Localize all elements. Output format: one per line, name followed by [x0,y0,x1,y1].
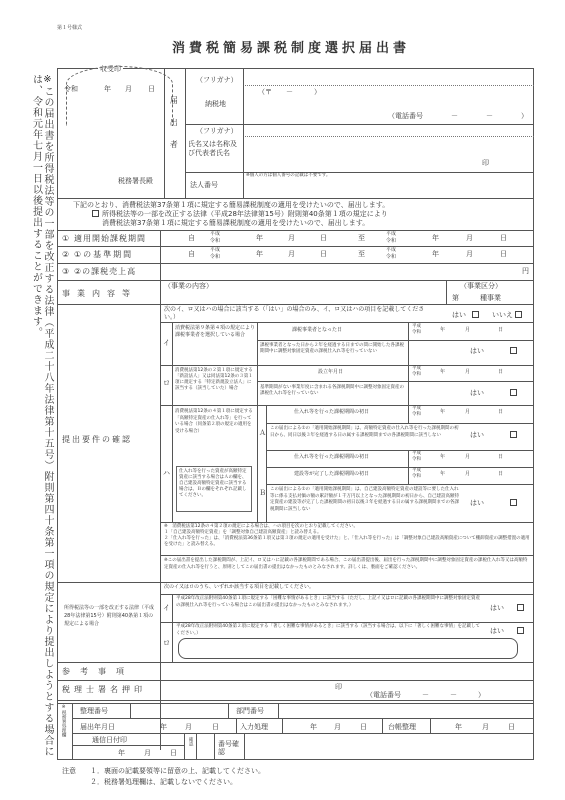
divider [430,718,431,733]
sp-i-checkbox[interactable] [517,604,524,611]
divider [184,733,185,760]
ymd-day: 日 [498,454,504,460]
era-heisei: 平成 [412,366,421,371]
req-i-text: 消費税法第９条第４項の規定により課税事業者を選択している場合 [175,325,256,338]
req-ro-r1: 設立年月日 [318,369,344,375]
kana-label-1: （フリガナ） [196,76,238,84]
sp-i-label: イ [163,604,170,612]
divider [160,365,534,366]
address-label: 納税地 [205,100,226,108]
divider [160,405,534,406]
divider [278,703,279,718]
reference-label: 参考事項 [62,667,134,676]
office-bumon: 部門番号 [236,707,264,715]
ymd-month: 月 [466,250,473,258]
req-notes [164,524,530,548]
sp-ro-text: 平成28年改正法附則第40条第２項に規定する「著しく困難な事情があるとき」に該当する（該当する場合は、以下に「著しく困難な事情」を記載してください。） [176,624,480,636]
row2-to: 至 [358,250,365,258]
divider [282,718,283,733]
divider [72,718,534,719]
divider [257,322,258,522]
divider [408,405,409,423]
divider [243,136,534,137]
divider [57,263,534,264]
sp-i-yes-label: はい [490,604,504,612]
office-side-label: ※税務署処理欄 [61,705,67,737]
ymd-year: 年 [440,327,446,333]
divider [382,718,383,733]
row3-label: ②の課税売上高 [74,267,137,276]
ymd-day: 日 [498,409,504,415]
yen-unit: 円 [522,267,529,275]
ymd-year: 年 [256,234,263,242]
req-a-yes-label: はい [470,431,484,439]
accountant-seal: 印 [335,683,342,691]
ymd-month: 月 [482,723,489,731]
ymd-year: 年 [432,234,439,242]
receipt-stamp [66,66,173,126]
sp-head: 次のイ又はロのうち、いずれか該当する項目を記載してください。 [164,584,315,590]
date-year-label: 年 [104,85,111,93]
date-era: 令和 [64,85,78,93]
ymd-year: 年 [440,471,446,477]
sp-ro-checkbox[interactable] [517,627,524,634]
sp-ro-label: ロ [163,639,170,647]
divider [72,745,184,746]
era-heisei: 平成 [210,247,221,253]
req-i-label: イ [163,339,170,347]
date-day-label: 日 [148,85,155,93]
era-reiwa: 令和 [412,330,421,335]
req-ro-r2: 基準期間がない事業年度に含まれる各課税期間中に調整対象固定資産の課税仕入れ等を行っていない [260,385,404,396]
req-head: 次のイ、ロ又はハの場合に該当する（「はい」の場合のみ、イ、ロ又はハの項目を記載してください。） [164,306,425,321]
req-i-yes-label: はい [470,347,484,355]
accountant-label: 税理士署名押印 [62,685,146,694]
row3-number: ③ [62,267,70,276]
ymd-day: 日 [360,723,367,731]
era-heisei: 平成 [386,231,397,237]
divider [257,381,534,382]
req-ha-note: 仕入れ等を行った資産が高額特定資産に該当する場合はＡの欄を、自己建設高額特定資産に該当する場合は、Ｂの欄をそれぞれ記載してください。 [176,466,252,512]
divider [72,703,73,760]
era-heisei: 平成 [210,231,221,237]
tax-office-line: 税務署長殿 [118,177,153,185]
req-a-r1: 仕入れ等を行った課税期間の初日 [294,409,370,415]
divider [266,467,534,468]
ymd-month: 月 [288,250,295,258]
ymd-day: 日 [320,250,327,258]
sp-i-text: 平成28年改正法附則第40条第１項に規定する「困難な事情があるとき」に該当する（ただし、上記イ又はロに記載の各課税期間中に調整対象固定資産の課税仕入れ等を行っている場合はこの届出書の提出はなかったものとみなされます。） [176,596,480,608]
era-heisei: 平成 [412,468,421,473]
row2-number: ② [62,250,70,259]
era-reiwa: 令和 [386,238,397,244]
divider [185,124,534,125]
ymd-year: 年 [455,723,462,731]
divider [72,733,534,734]
ymd-day: 日 [320,234,327,242]
seal-mark: 印 [482,159,489,167]
sp-ro-yes-label: はい [490,627,504,635]
ymd-month: 月 [334,723,341,731]
date-month-label: 月 [125,85,132,93]
divider [57,582,534,583]
divider [160,622,534,623]
divider [160,230,161,280]
check-line-2: 消費税法第37条第１項に規定する簡易課税制度の適用を受けたいので、届出します。 [102,219,370,227]
divider [408,322,409,365]
ymd-year: 年 [432,250,439,258]
req-note-2: １「自己建設高額特定資産」を「調整対象自己建設高額資産」と読み替える。 [164,530,322,535]
office-daicho: 台帳整理 [388,723,416,731]
divider [408,365,409,405]
ymd-month: 月 [465,454,471,460]
accountant-phone: （電話番号 － － ） [366,691,485,699]
ymd-day: 日 [508,723,515,731]
req-b-yes-label: はい [470,499,484,507]
divider [160,522,534,523]
ymd-month: 月 [465,471,471,477]
office-bango: 番号確認 [218,740,239,756]
corp-note: ※個人の方は個人番号の記載は不要です。 [246,173,331,178]
ymd-day: 日 [500,250,507,258]
row2-from: 自 [188,250,195,258]
req-ro-text: 消費税法第12条の２第１項に規定する「新設法人」又は同法第12条の３第１項に規定する「特定新規設立法人」に該当する（該当していた）場合 [175,368,253,391]
req-ha-label: ハ [163,469,170,477]
era-heisei: 平成 [412,406,421,411]
business-class-label: （事業区分） [460,282,502,290]
divider [57,230,534,231]
ymd-year: 年 [440,409,446,415]
divider [164,68,165,198]
divider [446,280,447,304]
ymd-year: 年 [118,749,125,757]
era-reiwa: 令和 [210,254,221,260]
kana-label-2: （フリガナ） [196,127,238,135]
corp-number-label: 法人番号 [190,181,218,189]
ymd-year: 年 [440,454,446,460]
req-b-r2: 建設等が完了した課税期間の初日 [294,471,370,477]
req-b-checkbox[interactable] [510,499,517,506]
ymd-month: 月 [144,749,151,757]
ymd-month: 月 [185,723,192,731]
req-i-r2: 課税事業者となった日から２年を経過する日までの間に開始した各課税期間中に調整対象固定資産の課税仕入れ等を行っていない [260,343,404,354]
divider [266,423,534,424]
ymd-month: 月 [466,234,473,242]
form-number: 第１号様式 [57,25,83,31]
divider [160,555,534,556]
ymd-day: 日 [498,369,504,375]
submitter-label: 届出者 [169,96,179,162]
check-line-1: 所得税法等の一部を改正する法律（平成28年法律第15号）附則第40条第１項の規定により [102,210,388,218]
divider [57,280,534,281]
divider [57,680,534,681]
difficulty-reason-field[interactable] [178,638,518,659]
business-content-label: （事業の内容） [164,282,213,290]
office-nyuryoku: 入力処理 [240,723,268,731]
ymd-day: 日 [212,723,219,731]
page-title: 消費税簡易課税制度選択届出書 [172,41,411,56]
office-tsushin: 通信日付印 [92,736,127,744]
receipt-stamp-label: 収受印 [100,65,121,73]
req-ro-yes-label: はい [470,389,484,397]
divider [172,322,173,522]
era-heisei: 平成 [412,324,421,329]
ymd-month: 月 [465,409,471,415]
divider [57,700,534,701]
req-note-3: ２「仕入れ等を行った」は、「消費税法第36条第１項又は第３項の規定の適用を受けた」と、「仕入れ等を行った」は「調整対象自己建設高額資産について棚卸資産の調整措置の適用を受けた」と読み替える。 [164,536,530,547]
divider [172,594,173,662]
divider [57,246,534,247]
era-heisei: 平成 [412,451,421,456]
special-provision-label: 所得税法等の一部を改正する法律（平成28年法律第15号）附則第40条第１項の規定による場合 [64,605,155,627]
req-b-r1: 仕入れ等を行った課税期間の初日 [294,454,370,460]
req-a-checkbox[interactable] [510,431,517,438]
ymd-day: 日 [498,327,504,333]
row1-to: 至 [358,234,365,242]
footer-note-2: ２．税務署処理欄は、記載しないでください。 [90,778,237,786]
divider [236,718,237,733]
office-kakunin: 確認 [188,737,194,746]
req-a-label: Ａ [259,429,266,437]
footer-label: 注意 [62,767,76,775]
era-heisei: 平成 [386,247,397,253]
postal-code: （〒 － ） [258,88,321,96]
req-ro-checkbox[interactable] [510,389,517,396]
divider [214,733,215,760]
era-reiwa: 令和 [412,412,421,417]
req-no-checkbox[interactable] [515,311,522,318]
req-no-label: いいえ [492,311,513,319]
divider [266,450,534,451]
divider [228,703,229,718]
divider [160,322,534,323]
ymd-month: 月 [465,369,471,375]
ymd-day: 日 [500,234,507,242]
ymd-day: 日 [498,471,504,477]
row1-from: 自 [188,234,195,242]
row2-label: ①の基準期間 [74,250,134,259]
req-yes-checkbox[interactable] [472,311,479,318]
ymd-year: 年 [256,250,263,258]
divider [57,198,534,199]
ymd-month: 月 [465,327,471,333]
era-reiwa: 令和 [412,457,421,462]
name-label: 氏名又は名称及び代表者氏名 [188,140,237,157]
ymd-day: 日 [170,749,177,757]
divider [196,733,197,760]
era-reiwa: 令和 [412,372,421,377]
divider [257,340,534,341]
divider [243,85,534,86]
req-note-1: ※ 消費税法第12条の４第２項の規定による場合は、ハの項目を次のとおり記載してください。 [164,524,358,529]
office-seiri: 整理番号 [80,707,108,715]
divider [57,304,534,305]
divider [185,172,534,173]
side-note: ※この届出書を所得税法等の一部を改正する法律（平成二十八年法律第十五号）附則第四十条第一項の規定により提出しようとする場合には、令和元年七月一日以後提出することができます。 [30,74,53,757]
business-class-value: 第 種事業 [452,294,501,302]
ymd-month: 月 [288,234,295,242]
req-warning: ※この届出書を提出した課税期間が、上記イ、ロ又はハに記載の各課税期間である場合、この届出書提出後、届出を行った課税期間中に調整対象固定資産の課税仕入れ等又は高額特定資産の仕入れ等を行うと、原則としてこの届出書の提出はなかったものとみなされます。詳しくは、裏面をご確認ください。 [164,558,528,570]
req-ha-text: 消費税法第12条の４第１項に規定する「高額特定資産の仕入れ等」を行っている場合（同条第２項の規定の適用を受ける場合） [175,409,253,434]
divider [243,68,244,198]
req-ro-label: ロ [163,379,170,387]
divider [57,662,534,663]
footer-note-1: １．裏面の記載要領等に留意の上、記載してください。 [90,767,265,775]
req-i-checkbox[interactable] [510,347,517,354]
ymd-year: 年 [440,369,446,375]
ymd-year: 年 [310,723,317,731]
requirements-label: 提出要件の確認 [62,435,132,444]
req-b-r3: この届出による①の「適用開始課税期間」は、自己建設高額特定資産の建設等に要した仕入れ等に係る支払対価の額の累計額が１千万円以上となった課税期間の初日から、自己建設高額特定資産の建設等が完了した課税期間の初日以後３年を経過する日の属する課税期間までの各課税期間に該当しない [270,487,459,512]
era-reiwa: 令和 [210,238,221,244]
office-todokede: 届出年月日 [80,723,115,731]
divider [244,733,245,760]
divider [266,484,534,485]
row1-number: ① [62,234,70,243]
special-provision-checkbox[interactable] [92,210,99,217]
era-reiwa: 令和 [412,474,421,479]
submitter-phone: （電話番号 － － ） [388,112,528,120]
req-a-r2: この届出による①の「適用開始課税期間」は、高額特定資産の仕入れ等を行った課税期間の初日から、同日以後３年を経過する日の属する課税期間までの各課税期間に該当しない [270,426,459,438]
era-reiwa: 令和 [386,254,397,260]
req-i-r1: 課税事業者となった日 [292,327,343,333]
row1-label: 適用開始課税期間 [74,234,146,243]
divider [185,68,186,198]
ymd-year: 年 [160,723,167,731]
divider [130,703,131,718]
office-use-box [57,703,534,760]
business-label: 事業内容等 [62,289,137,298]
statement: 下記のとおり、消費税法第37条第１項に規定する簡易課税制度の適用を受けたいので、届出します。 [73,201,390,209]
divider [160,594,534,595]
req-b-label: Ｂ [259,489,266,497]
req-yes-label: はい [452,311,466,319]
